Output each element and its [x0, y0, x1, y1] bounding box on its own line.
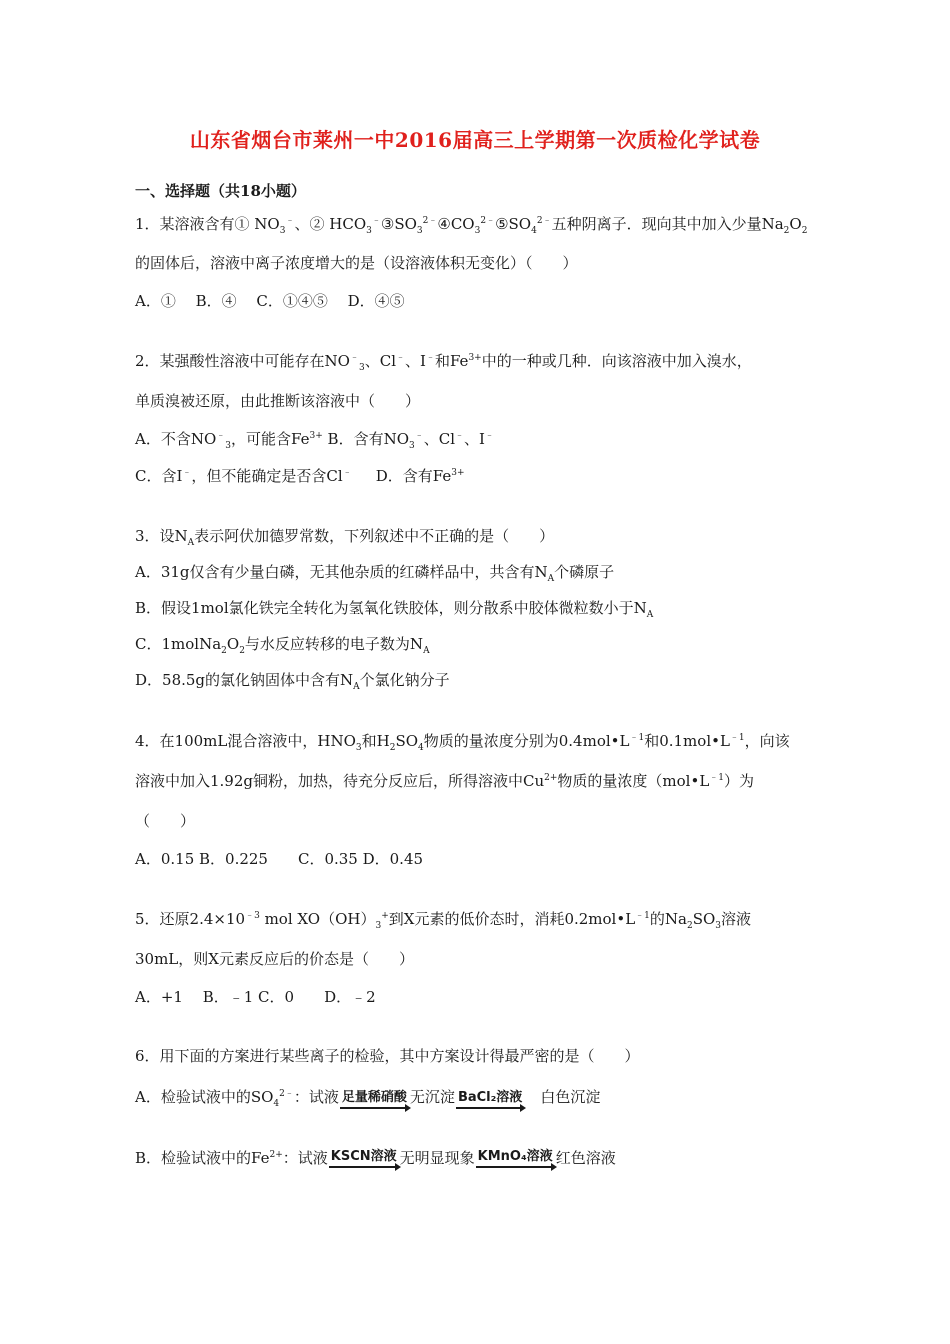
q4-stem-line3: （ ）	[135, 812, 196, 830]
q4-options: A．0.15 B．0.225 C．0.35 D．0.45	[135, 850, 424, 868]
q6-option-a: A．检验试液中的$SO_4^{2﹣}$：试液 足量稀硝酸 无沉淀 BaCl₂溶液 白色沉淀	[135, 1088, 601, 1109]
page-title: 山东省烟台市莱州一中2016届高三上学期第一次质检化学试卷	[189, 128, 761, 152]
section-heading: 一、选择题（共18小题）	[135, 182, 306, 200]
q5-options: A．+1 B．﹣1 C．0 D．﹣2	[135, 988, 376, 1006]
q1-stem-line2: 的固体后，溶液中离子浓度增大的是（设溶液体积无变化）（ ）	[135, 254, 578, 272]
q5-stem-line1: 5．还原$2.4\times 10^{﹣3}$ mol $XO(OH)_3^+$到X元素的低价态时，消耗$0.2mol•L^{﹣1}$的$Na_2SO_3$溶液	[135, 910, 752, 931]
q5-stem-line2: 30mL，则X元素反应后的价态是（ ）	[135, 950, 414, 968]
reaction-arrow: KMnO₄溶液	[476, 1149, 555, 1168]
q2-options-ab: A．不含$NO^﹣_3$，可能含$Fe^{3+}$ B．含有$NO_3^﹣$、Cl﹣、I﹣	[135, 430, 494, 451]
q3-option-d: D．58.5g的氯化钠固体中含有$N_A$个氯化钠分子	[135, 671, 450, 692]
q3-stem: 3．设$N_A$表示阿伏加德罗常数，下列叙述中不正确的是（ ）	[135, 527, 555, 548]
q4-stem-line2: 溶液中加入1.92g铜粉，加热，待充分反应后，所得溶液中$Cu^{2+}$物质的量浓度$(mol•L^{﹣1})$为	[135, 772, 755, 790]
q1-stem-line1: 1．某溶液含有① $NO_3^﹣$、② $HCO_3^﹣③SO_3^{2﹣}④CO_3^{2﹣}⑤SO_4^{2﹣}$五种阴离子．现向其中加入少量$Na_2O_2$	[135, 215, 808, 236]
q3-option-b: B．假设1mol氯化铁完全转化为氢氧化铁胶体，则分散系中胶体微粒数小于$N_A$	[135, 599, 654, 620]
reaction-arrow: 足量稀硝酸	[340, 1090, 409, 1109]
q1-options: A．① B．④ C．①④⑤ D．④⑤	[135, 292, 405, 310]
q3-option-c: C．$1molNa_2O_2$与水反应转移的电子数为$N_A$	[135, 635, 430, 656]
q4-stem-line1: 4．在100mL混合溶液中，$HNO_3$和$H_2SO_4$物质的量浓度分别为$0.4mol•L^{﹣1}$和$0.1mol•L^{﹣1}$，向该	[135, 732, 790, 753]
q6-stem: 6．用下面的方案进行某些离子的检验，其中方案设计得最严密的是（ ）	[135, 1047, 640, 1065]
q2-stem-line1: 2．某强酸性溶液中可能存在$NO^﹣_3$、Cl﹣、I﹣和$Fe^{3+}$中的一种或几种．向该溶液中加入溴水，	[135, 352, 752, 373]
q3-option-a: A．31g仅含有少量白磷，无其他杂质的红磷样品中，共含有$N_A$个磷原子	[135, 563, 615, 584]
q2-options-cd: C．含I﹣，但不能确定是否含Cl﹣ D．含有$Fe^{3+}$	[135, 467, 465, 485]
reaction-arrow: BaCl₂溶液	[456, 1090, 524, 1109]
q6-option-b: B．检验试液中的$Fe^{2+}$：试液 KSCN溶液 无明显现象 KMnO₄溶液 红色溶液	[135, 1149, 616, 1167]
q2-stem-line2: 单质溴被还原，由此推断该溶液中（ ）	[135, 392, 421, 410]
reaction-arrow: KSCN溶液	[329, 1149, 399, 1168]
